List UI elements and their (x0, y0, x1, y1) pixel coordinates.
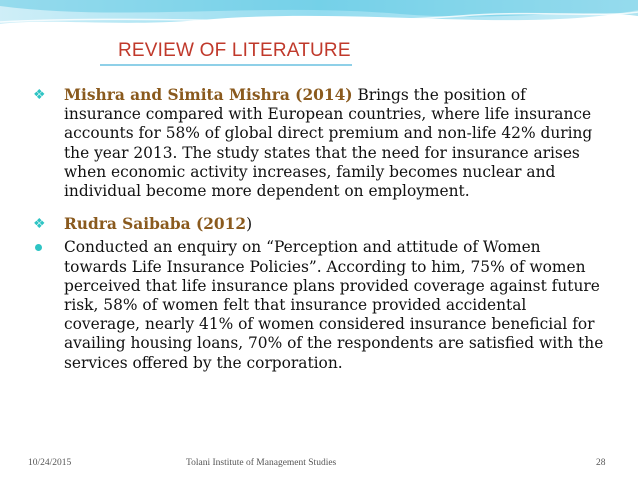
list-item (35, 86, 605, 201)
decorative-header-band (0, 0, 638, 42)
footer-date: 10/24/2015 (28, 458, 72, 468)
author-citation: Mishra and Simita Mishra (2014) (64, 86, 353, 104)
diamond-bullet-icon: ❖ (33, 87, 46, 103)
footer-page-number: 28 (596, 458, 606, 468)
title-underline (100, 64, 352, 66)
diamond-bullet-icon: ❖ (33, 216, 46, 233)
list-item (35, 238, 605, 372)
author-suffix: ) (246, 215, 253, 234)
list-item (35, 215, 605, 234)
dot-bullet-icon (35, 244, 42, 251)
slide-title: REVIEW OF LITERATURE (118, 40, 351, 61)
item-text: Conducted an enquiry on “Perception and attitude of Women towards Life Insurance Policies”. According to him, 75% of women perceived that life insurance plans provided coverage against future risk, 58% of women felt that insurance provided accidental coverage, nearly 41% of women considered insurance beneficial for availing housing loans, 70% of the respondents are satisfied with the services offered by the corporation. (64, 238, 604, 372)
author-citation: Rudra Saibaba (2012 (64, 215, 247, 234)
footer-institute: Tolani Institute of Management Studies (186, 458, 337, 468)
slide-body (35, 86, 605, 373)
item-text: Brings the position of insurance compared with European countries, where life insurance accounts for 58% of global direct premium and non-life 42% during the year 2013. The study states that the need for insurance arises when economic activity increases, family becomes nuclear and individual become more dependent on employment. (64, 86, 593, 201)
